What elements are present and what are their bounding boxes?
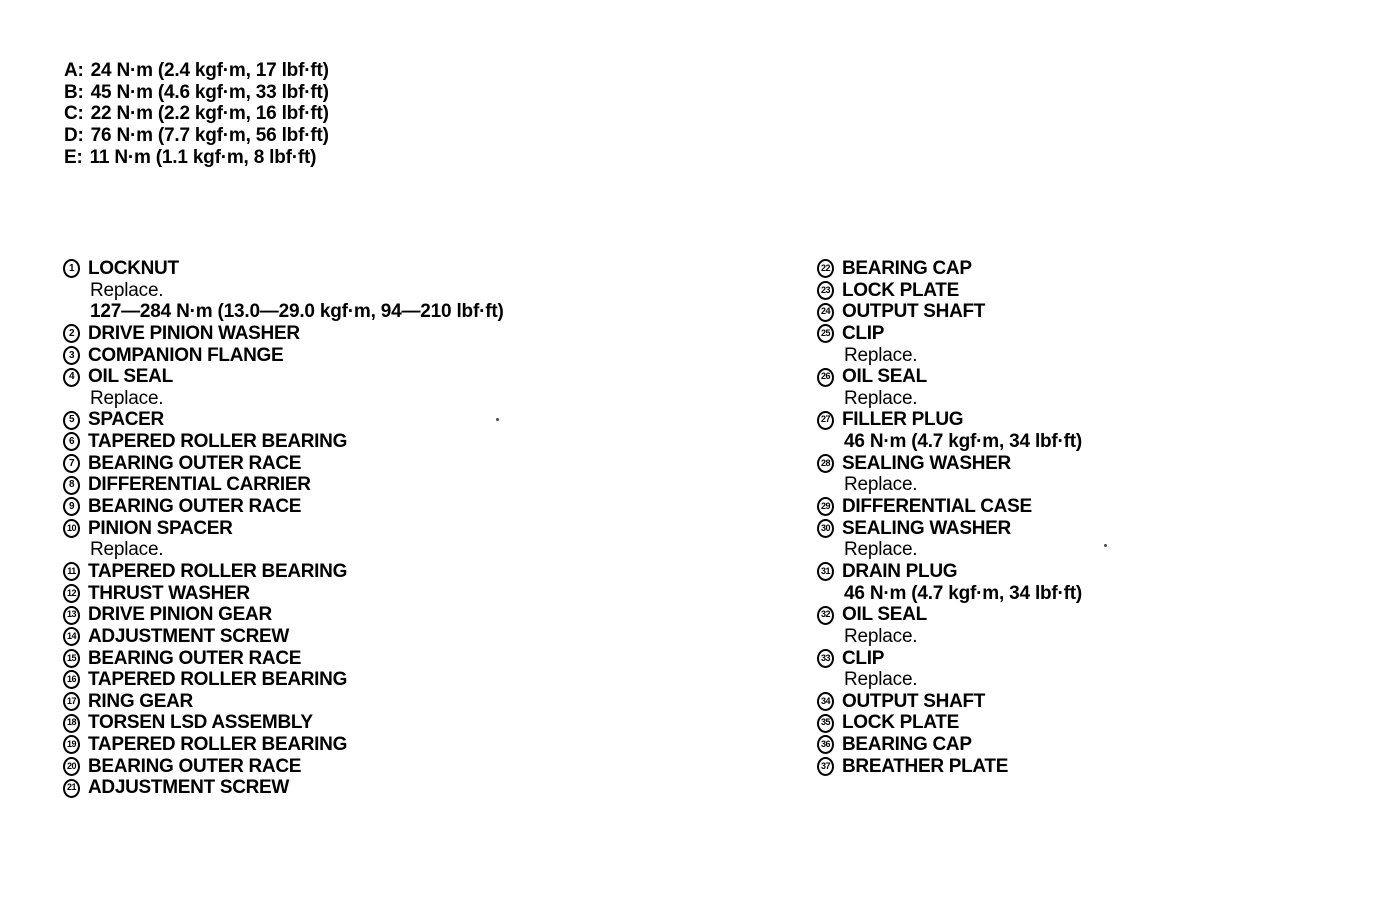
legend-line	[64, 82, 329, 104]
part-name: TAPERED ROLLER BEARING	[88, 431, 348, 453]
legend-letter: A:	[64, 60, 84, 81]
part-item	[817, 366, 1082, 388]
part-number-badge: 2	[63, 324, 80, 343]
part-note: Replace.	[90, 279, 164, 301]
part-number-badge: 5	[63, 411, 80, 430]
part-item	[63, 323, 504, 345]
part-name: DRIVE PINION WASHER	[88, 322, 300, 344]
part-name: THRUST WASHER	[88, 582, 250, 604]
parts-list-left	[63, 258, 504, 799]
part-item	[63, 712, 504, 734]
part-name: OUTPUT SHAFT	[842, 690, 986, 712]
part-item	[817, 301, 1082, 323]
part-item	[63, 777, 504, 799]
part-number-badge: 7	[63, 454, 80, 473]
part-note: Replace.	[844, 344, 918, 366]
part-number-badge: 15	[63, 649, 80, 668]
part-number-badge: 17	[63, 692, 80, 711]
legend-line	[64, 125, 329, 147]
legend-line	[64, 103, 329, 125]
part-note: Replace.	[844, 474, 918, 496]
legend-torque-value: 11 N·m (1.1 kgf·m, 8 lbf·ft)	[89, 146, 317, 168]
part-item	[63, 518, 504, 540]
part-name: DIFFERENTIAL CARRIER	[88, 474, 311, 496]
part-number-badge: 9	[63, 497, 80, 516]
part-item	[817, 258, 1082, 280]
part-name: LOCK PLATE	[842, 712, 959, 734]
part-name: RING GEAR	[88, 690, 193, 712]
part-torque-spec: 46 N·m (4.7 kgf·m, 34 lbf·ft)	[844, 582, 1083, 604]
part-item	[817, 453, 1082, 475]
part-item	[63, 366, 504, 388]
part-item	[63, 474, 504, 496]
part-item	[817, 518, 1082, 540]
legend-torque-value: 24 N·m (2.4 kgf·m, 17 lbf·ft)	[90, 60, 329, 81]
part-number-badge: 28	[817, 454, 834, 473]
part-note: Replace.	[844, 669, 918, 691]
scan-speck	[1104, 544, 1107, 547]
legend-torque-value: 76 N·m (7.7 kgf·m, 56 lbf·ft)	[90, 125, 329, 147]
part-item	[817, 734, 1082, 756]
part-number-badge: 12	[63, 584, 80, 603]
part-number-badge: 14	[63, 627, 80, 646]
legend-letter: D:	[64, 125, 84, 147]
legend-line	[64, 60, 329, 82]
part-number-badge: 37	[817, 757, 834, 776]
legend-letter: C:	[64, 103, 84, 125]
part-name: COMPANION FLANGE	[88, 344, 284, 366]
part-name: BEARING OUTER RACE	[88, 647, 302, 669]
part-item	[63, 648, 504, 670]
part-number-badge: 30	[817, 519, 834, 538]
part-number-badge: 26	[817, 368, 834, 387]
part-item	[63, 734, 504, 756]
legend-torque-value: 22 N·m (2.2 kgf·m, 16 lbf·ft)	[90, 103, 329, 125]
part-number-badge: 4	[63, 368, 80, 387]
part-number-badge: 33	[817, 649, 834, 668]
part-number-badge: 8	[63, 476, 80, 495]
part-name: FILLER PLUG	[842, 409, 964, 431]
part-item	[817, 648, 1082, 670]
part-note: Replace.	[90, 387, 164, 409]
part-number-badge: 35	[817, 714, 834, 733]
legend-torque-value: 45 N·m (4.6 kgf·m, 33 lbf·ft)	[90, 81, 329, 103]
part-name: ADJUSTMENT SCREW	[88, 625, 290, 647]
part-note: Replace.	[844, 625, 918, 647]
part-number-badge: 1	[63, 259, 80, 278]
part-item	[63, 496, 504, 518]
part-note: Replace.	[844, 387, 918, 409]
part-number-badge: 27	[817, 411, 834, 430]
part-name: TAPERED ROLLER BEARING	[88, 669, 348, 691]
part-name: TORSEN LSD ASSEMBLY	[88, 712, 313, 734]
part-item	[817, 280, 1082, 302]
part-item	[817, 604, 1082, 626]
part-number-badge: 23	[817, 281, 834, 300]
part-number-badge: 19	[63, 735, 80, 754]
part-torque-spec: 46 N·m (4.7 kgf·m, 34 lbf·ft)	[844, 431, 1083, 453]
legend-line	[64, 147, 329, 169]
part-number-badge: 22	[817, 259, 834, 278]
part-item	[817, 409, 1082, 431]
part-note: Replace.	[90, 539, 164, 561]
part-item	[63, 345, 504, 367]
parts-list-right	[817, 258, 1082, 777]
part-name: CLIP	[842, 322, 885, 344]
part-item	[63, 431, 504, 453]
part-item	[817, 712, 1082, 734]
part-number-badge: 24	[817, 303, 834, 322]
part-number-badge: 6	[63, 432, 80, 451]
part-torque-spec: 127—284 N·m (13.0—29.0 kgf·m, 94—210 lbf·ft)	[90, 301, 504, 323]
part-name: BEARING OUTER RACE	[88, 452, 302, 474]
part-name: BEARING OUTER RACE	[88, 755, 302, 777]
part-number-badge: 32	[817, 606, 834, 625]
part-name: ADJUSTMENT SCREW	[88, 777, 290, 799]
torque-legend	[64, 60, 329, 168]
part-item	[63, 604, 504, 626]
part-name: SEALING WASHER	[842, 452, 1011, 474]
part-name: BEARING OUTER RACE	[88, 496, 302, 518]
part-item	[63, 583, 504, 605]
part-name: DRAIN PLUG	[842, 560, 958, 582]
part-name: OIL SEAL	[842, 604, 927, 626]
part-note: Replace.	[844, 539, 918, 561]
part-number-badge: 29	[817, 497, 834, 516]
legend-letter: B:	[64, 81, 84, 103]
part-name: SPACER	[88, 409, 164, 431]
part-number-badge: 3	[63, 346, 80, 365]
part-name: BEARING CAP	[842, 734, 972, 756]
part-name: OIL SEAL	[842, 366, 927, 388]
part-item	[817, 323, 1082, 345]
part-number-badge: 34	[817, 692, 834, 711]
part-name: OUTPUT SHAFT	[842, 301, 986, 323]
part-name: CLIP	[842, 647, 885, 669]
part-item	[63, 561, 504, 583]
part-item	[63, 409, 504, 431]
part-item	[817, 561, 1082, 583]
part-number-badge: 31	[817, 562, 834, 581]
part-name: PINION SPACER	[88, 517, 233, 539]
part-name: DIFFERENTIAL CASE	[842, 496, 1032, 518]
part-number-badge: 10	[63, 519, 80, 538]
part-number-badge: 13	[63, 606, 80, 625]
part-name: TAPERED ROLLER BEARING	[88, 734, 348, 756]
part-name: LOCK PLATE	[842, 279, 959, 301]
part-item	[817, 496, 1082, 518]
part-number-badge: 25	[817, 324, 834, 343]
part-name: TAPERED ROLLER BEARING	[88, 560, 348, 582]
part-number-badge: 21	[63, 779, 80, 798]
part-name: OIL SEAL	[88, 366, 173, 388]
scan-speck	[496, 418, 499, 421]
part-item	[63, 669, 504, 691]
part-item	[63, 453, 504, 475]
part-name: LOCKNUT	[88, 258, 179, 279]
part-name: BEARING CAP	[842, 258, 972, 279]
part-item	[817, 756, 1082, 778]
part-name: BREATHER PLATE	[842, 755, 1009, 777]
part-item	[817, 691, 1082, 713]
part-item	[63, 756, 504, 778]
part-number-badge: 20	[63, 757, 80, 776]
part-item	[63, 626, 504, 648]
part-item	[63, 691, 504, 713]
part-number-badge: 16	[63, 670, 80, 689]
part-name: DRIVE PINION GEAR	[88, 604, 272, 626]
legend-letter: E:	[64, 146, 83, 168]
part-name: SEALING WASHER	[842, 517, 1011, 539]
part-number-badge: 11	[63, 562, 80, 581]
part-number-badge: 36	[817, 735, 834, 754]
part-number-badge: 18	[63, 714, 80, 733]
part-item	[63, 258, 504, 280]
